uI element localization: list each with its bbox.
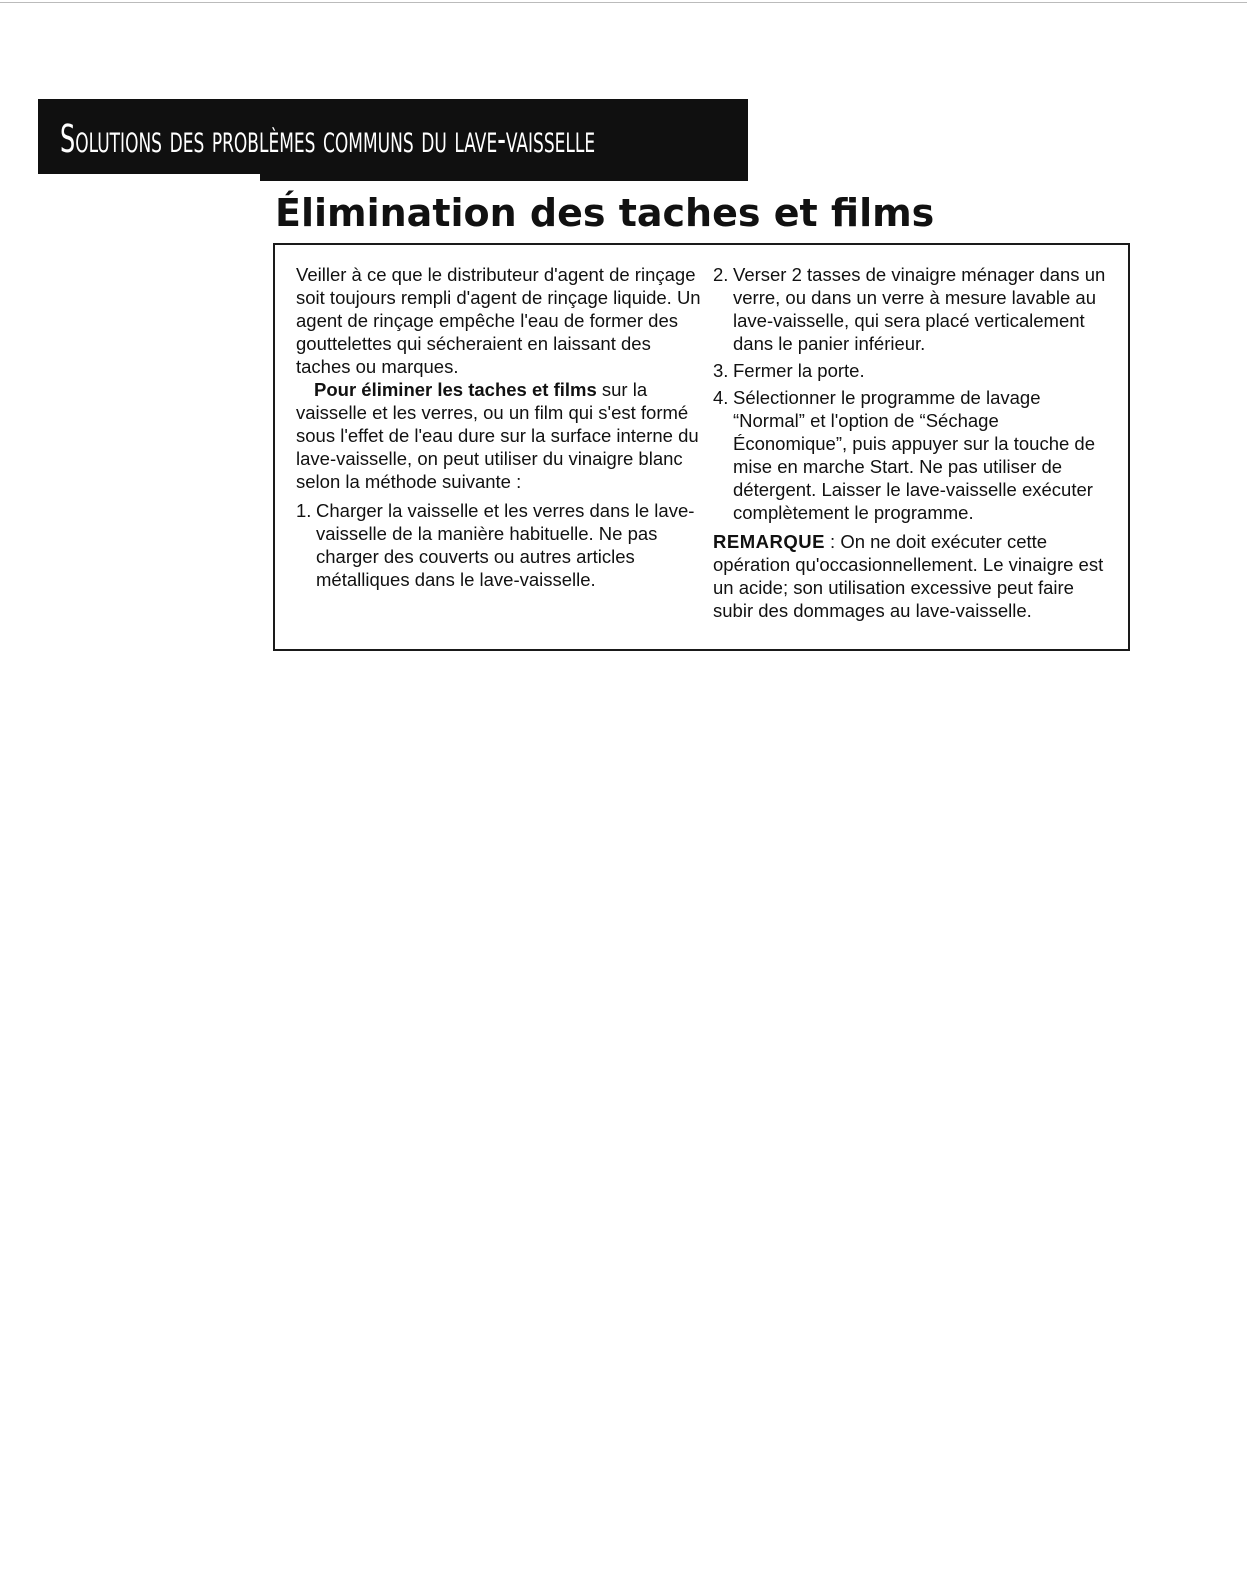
intro-paragraph: Veiller à ce que le distributeur d'agent de rinçage soit toujours rempli d'agent de rinçage liquide. Un agent de rinçage empêche l'eau de former des gouttelettes qui sécheraient en laissant des taches ou marques.: [296, 264, 701, 377]
banner-title: Solutions des problèmes communs du lave-vaisselle: [60, 117, 596, 161]
step-3: [713, 359, 1113, 382]
step-2: [713, 263, 1113, 355]
step-1: [296, 499, 701, 591]
step-3-number: 3.: [713, 360, 729, 381]
step-2-text: Verser 2 tasses de vinaigre ménager dans un verre, ou dans un verre à mesure lavable au lave-vaisselle, qui sera placé verticalement dans le panier inférieur.: [733, 264, 1106, 354]
method-paragraph: [296, 378, 701, 493]
page-heading: Élimination des taches et films: [275, 191, 935, 235]
method-text: sur la vaisselle et les verres, ou un film qui s'est formé sous l'effet de l'eau dure sur la surface interne du lave-vaisselle, on peut utiliser du vinaigre blanc selon la méthode suivante :: [296, 379, 699, 492]
method-bold-lead: Pour éliminer les taches et films: [314, 379, 597, 400]
remark-text: : On ne doit exécuter cette opération qu'occasionnellement. Le vinaigre est un acide; son utilisation excessive peut faire subir des dommages au lave-vaisselle.: [713, 531, 1104, 621]
top-rule: [0, 2, 1247, 3]
step-1-text: Charger la vaisselle et les verres dans le lave-vaisselle de la manière habituelle. Ne pas charger des couverts ou autres articles métalliques dans le lave-vaisselle.: [316, 500, 695, 590]
section-banner: [38, 99, 748, 181]
step-3-text: Fermer la porte.: [733, 360, 865, 381]
remark-paragraph: [713, 530, 1113, 622]
step-4: [713, 386, 1113, 524]
right-column: [713, 263, 1113, 622]
banner-stripe: [38, 174, 260, 181]
step-2-number: 2.: [713, 264, 729, 285]
step-4-number: 4.: [713, 387, 729, 408]
left-column: [296, 263, 701, 591]
remark-label: REMARQUE: [713, 531, 825, 552]
step-1-number: 1.: [296, 500, 312, 521]
step-4-text: Sélectionner le programme de lavage “Normal” et l'option de “Séchage Économique”, puis appuyer sur la touche de mise en marche Start. Ne pas utiliser de détergent. Laisser le lave-vaisselle exécuter complètement le programme.: [733, 387, 1095, 523]
